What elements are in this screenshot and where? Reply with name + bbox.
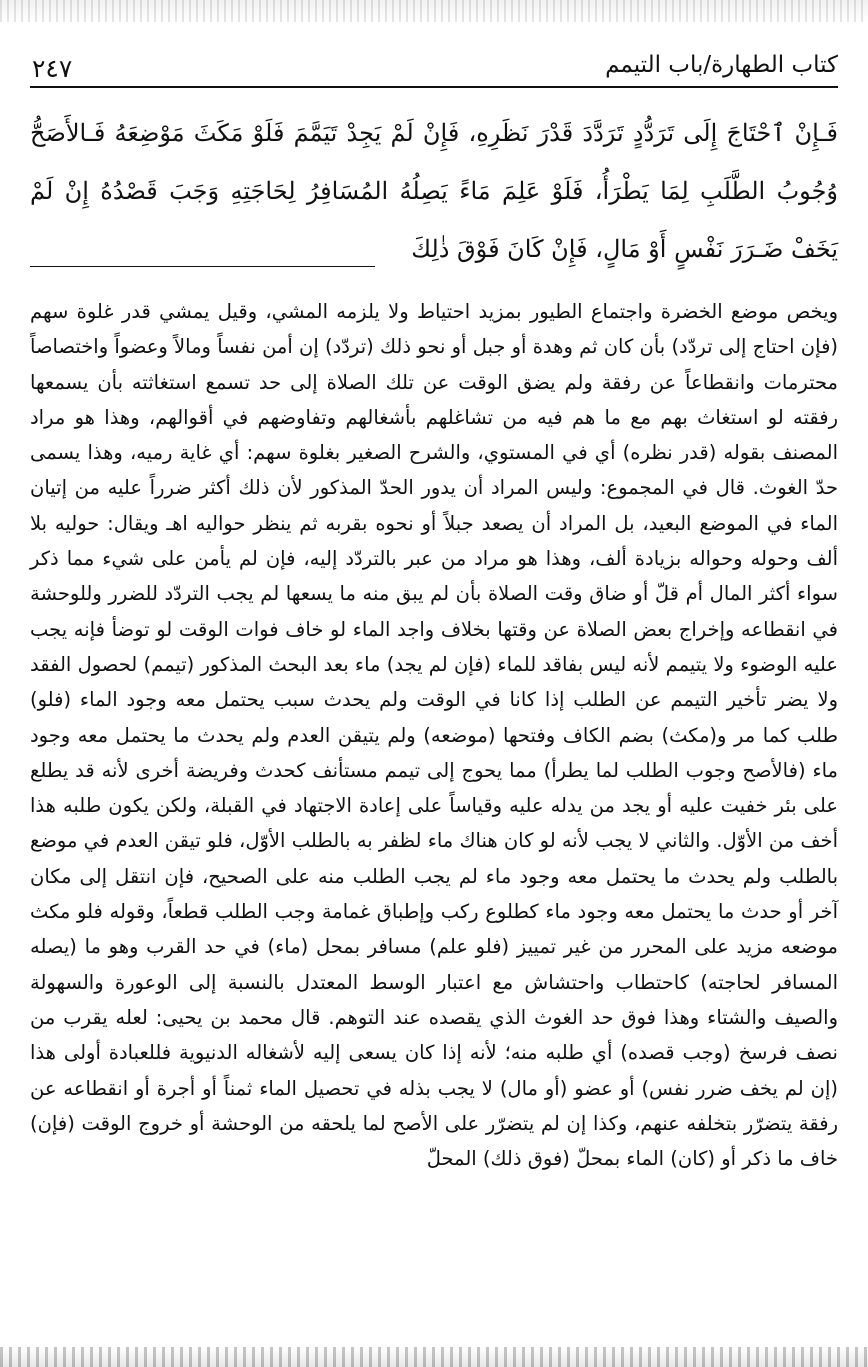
header-rule <box>30 86 838 88</box>
matn-text: فَـإِنْ ٱحْتَاجَ إِلَى تَرَدُّدٍ تَرَدَّدَ قَدْرَ نَظَرِهِ، فَإِنْ لَمْ يَجِدْ تَيَمَّمَ فَلَوْ مَكَثَ مَوْضِعَهُ فَـالأَصَحُّ وُجُوبُ الطَّلَبِ لِمَا يَطْرَأُ، فَلَوْ عَلِمَ مَاءً يَصِلُهُ المُسَافِرُ لِحَاجَتِهِ وَجَبَ قَصْدُهُ إِنْ لَمْ يَخَفْ ضَـرَرَ نَفْسٍ أَوْ مَالٍ، فَإِنْ كَانَ فَوْقَ ذٰلِكَ <box>30 119 838 263</box>
page-header <box>30 48 838 86</box>
scan-edge-bottom <box>0 1347 868 1367</box>
running-title: كتاب الطهارة/باب التيمم <box>605 52 838 78</box>
matn-separator <box>30 266 375 267</box>
commentary-text: ويخص موضع الخضرة واجتماع الطيور بمزيد احتياط ولا يلزمه المشي، وقيل يمشي قدر غلوة سهم (فإن احتاج إلى تردّد) بأن كان ثم وهدة أو جبل أو نحو ذلك (تردّد) إن أمن نفساً ومالاً وعضواً واختصاصاً محترمات وانقطاعاً عن رفقة ولم يضق الوقت عن تلك الصلاة إلى حد تسمع استغاثته بأن يسمعها رفقته لو استغاث بهم مع ما هم فيه من تشاغلهم بأشغالهم وتفاوضهم في أقوالهم، وهذا هو مراد المصنف بقوله (قدر نظره) أي في المستوي، والشرح الصغير بغلوة سهم: أي غاية رميه، وهذا يسمى حدّ الغوث. قال في المجموع: وليس المراد أن يدور الحدّ المذكور لأن ذلك أكثر ضرراً عليه من إتيان الماء في الموضع البعيد، بل المراد أن يصعد جبلاً أو نحوه بقربه ثم ينظر حواليه اهـ ويقال: حوليه بلا ألف وحوله وحواله بزيادة ألف، وهذا هو مراد من عبر بالتردّد إليه، فإن لم يأمن على شيء مما ذكر سواء أكثر المال أم قلّ أو ضاق وقت الصلاة بأن لم يبق منه ما يسعها لم يجب التردّد للضرر وللوحشة في انقطاعه وإخراج بعض الصلاة عن وقتها بخلاف واجد الماء لو خاف فوات الوقت لو توضأ فإنه يجب عليه الوضوء ولا يتيمم لأنه ليس بفاقد للماء (فإن لم يجد) ماء بعد البحث المذكور (تيمم) لحصول الفقد ولا يضر تأخير التيمم عن الطلب إذا كانا في الوقت ولم يحدث سبب يحتمل معه وجود الماء (فلو) طلب كما مر و(مكث) بضم الكاف وفتحها (موضعه) ولم يتيقن العدم ولم يحدث ما يحتمل معه وجود ماء (فالأصح وجوب الطلب لما يطرأ) مما يحوج إلى تيمم مستأنف كحدث وفريضة أخرى لأنه قد يطلع على بئر خفيت عليه أو يجد من يدله عليه وقياساً على إعادة الاجتهاد في القبلة، ولكن يكون طلبه هذا أخف من الأوّل. والثاني لا يجب لأنه لو كان هناك ماء لظفر به بالطلب الأوّل، فلو تيقن العدم في موضع بالطلب ولم يحدث ما يحتمل معه وجود ماء لم يجب الطلب منه على الصحيح، فإن انتقل إلى مكان آخر أو حدث ما يحتمل معه وجود ماء كطلوع ركب وإطباق غمامة وجب الطلب قطعاً، وقوله فلو مكث موضعه مزيد على المحرر من غير تمييز (فلو علم) مسافر بمحل (ماء) في حد القرب وهو ما (يصله المسافر لحاجته) كاحتطاب واحتشاش مع اعتبار الوسط المعتدل بالنسبة إلى الوعورة والسهولة والصيف والشتاء وهذا فوق حد الغوث الذي يقصده عند التوهم. قال محمد بن يحيى: لعله يقرب من نصف فرسخ (وجب قصده) أي طلبه منه؛ لأنه إذا كان يسعى إليه لأشغاله الدنيوية فللعبادة أولى هذا (إن لم يخف ضرر نفس) أو عضو (أو مال) لا يجب بذله في تحصيل الماء ثمناً أو أجرة أو انقطاعه عن رفقة يتضرّر بتخلفه عنهم، وكذا إن لم يتضرّر على الأصح لما يلحقه من الوحشة أو خروج الوقت (فإن) خاف ما ذكر أو (كان) الماء بمحلّ (فوق ذلك) المحلّ <box>30 300 838 1171</box>
page-number: ٢٤٧ <box>32 54 73 83</box>
scan-edge-top <box>0 0 868 22</box>
